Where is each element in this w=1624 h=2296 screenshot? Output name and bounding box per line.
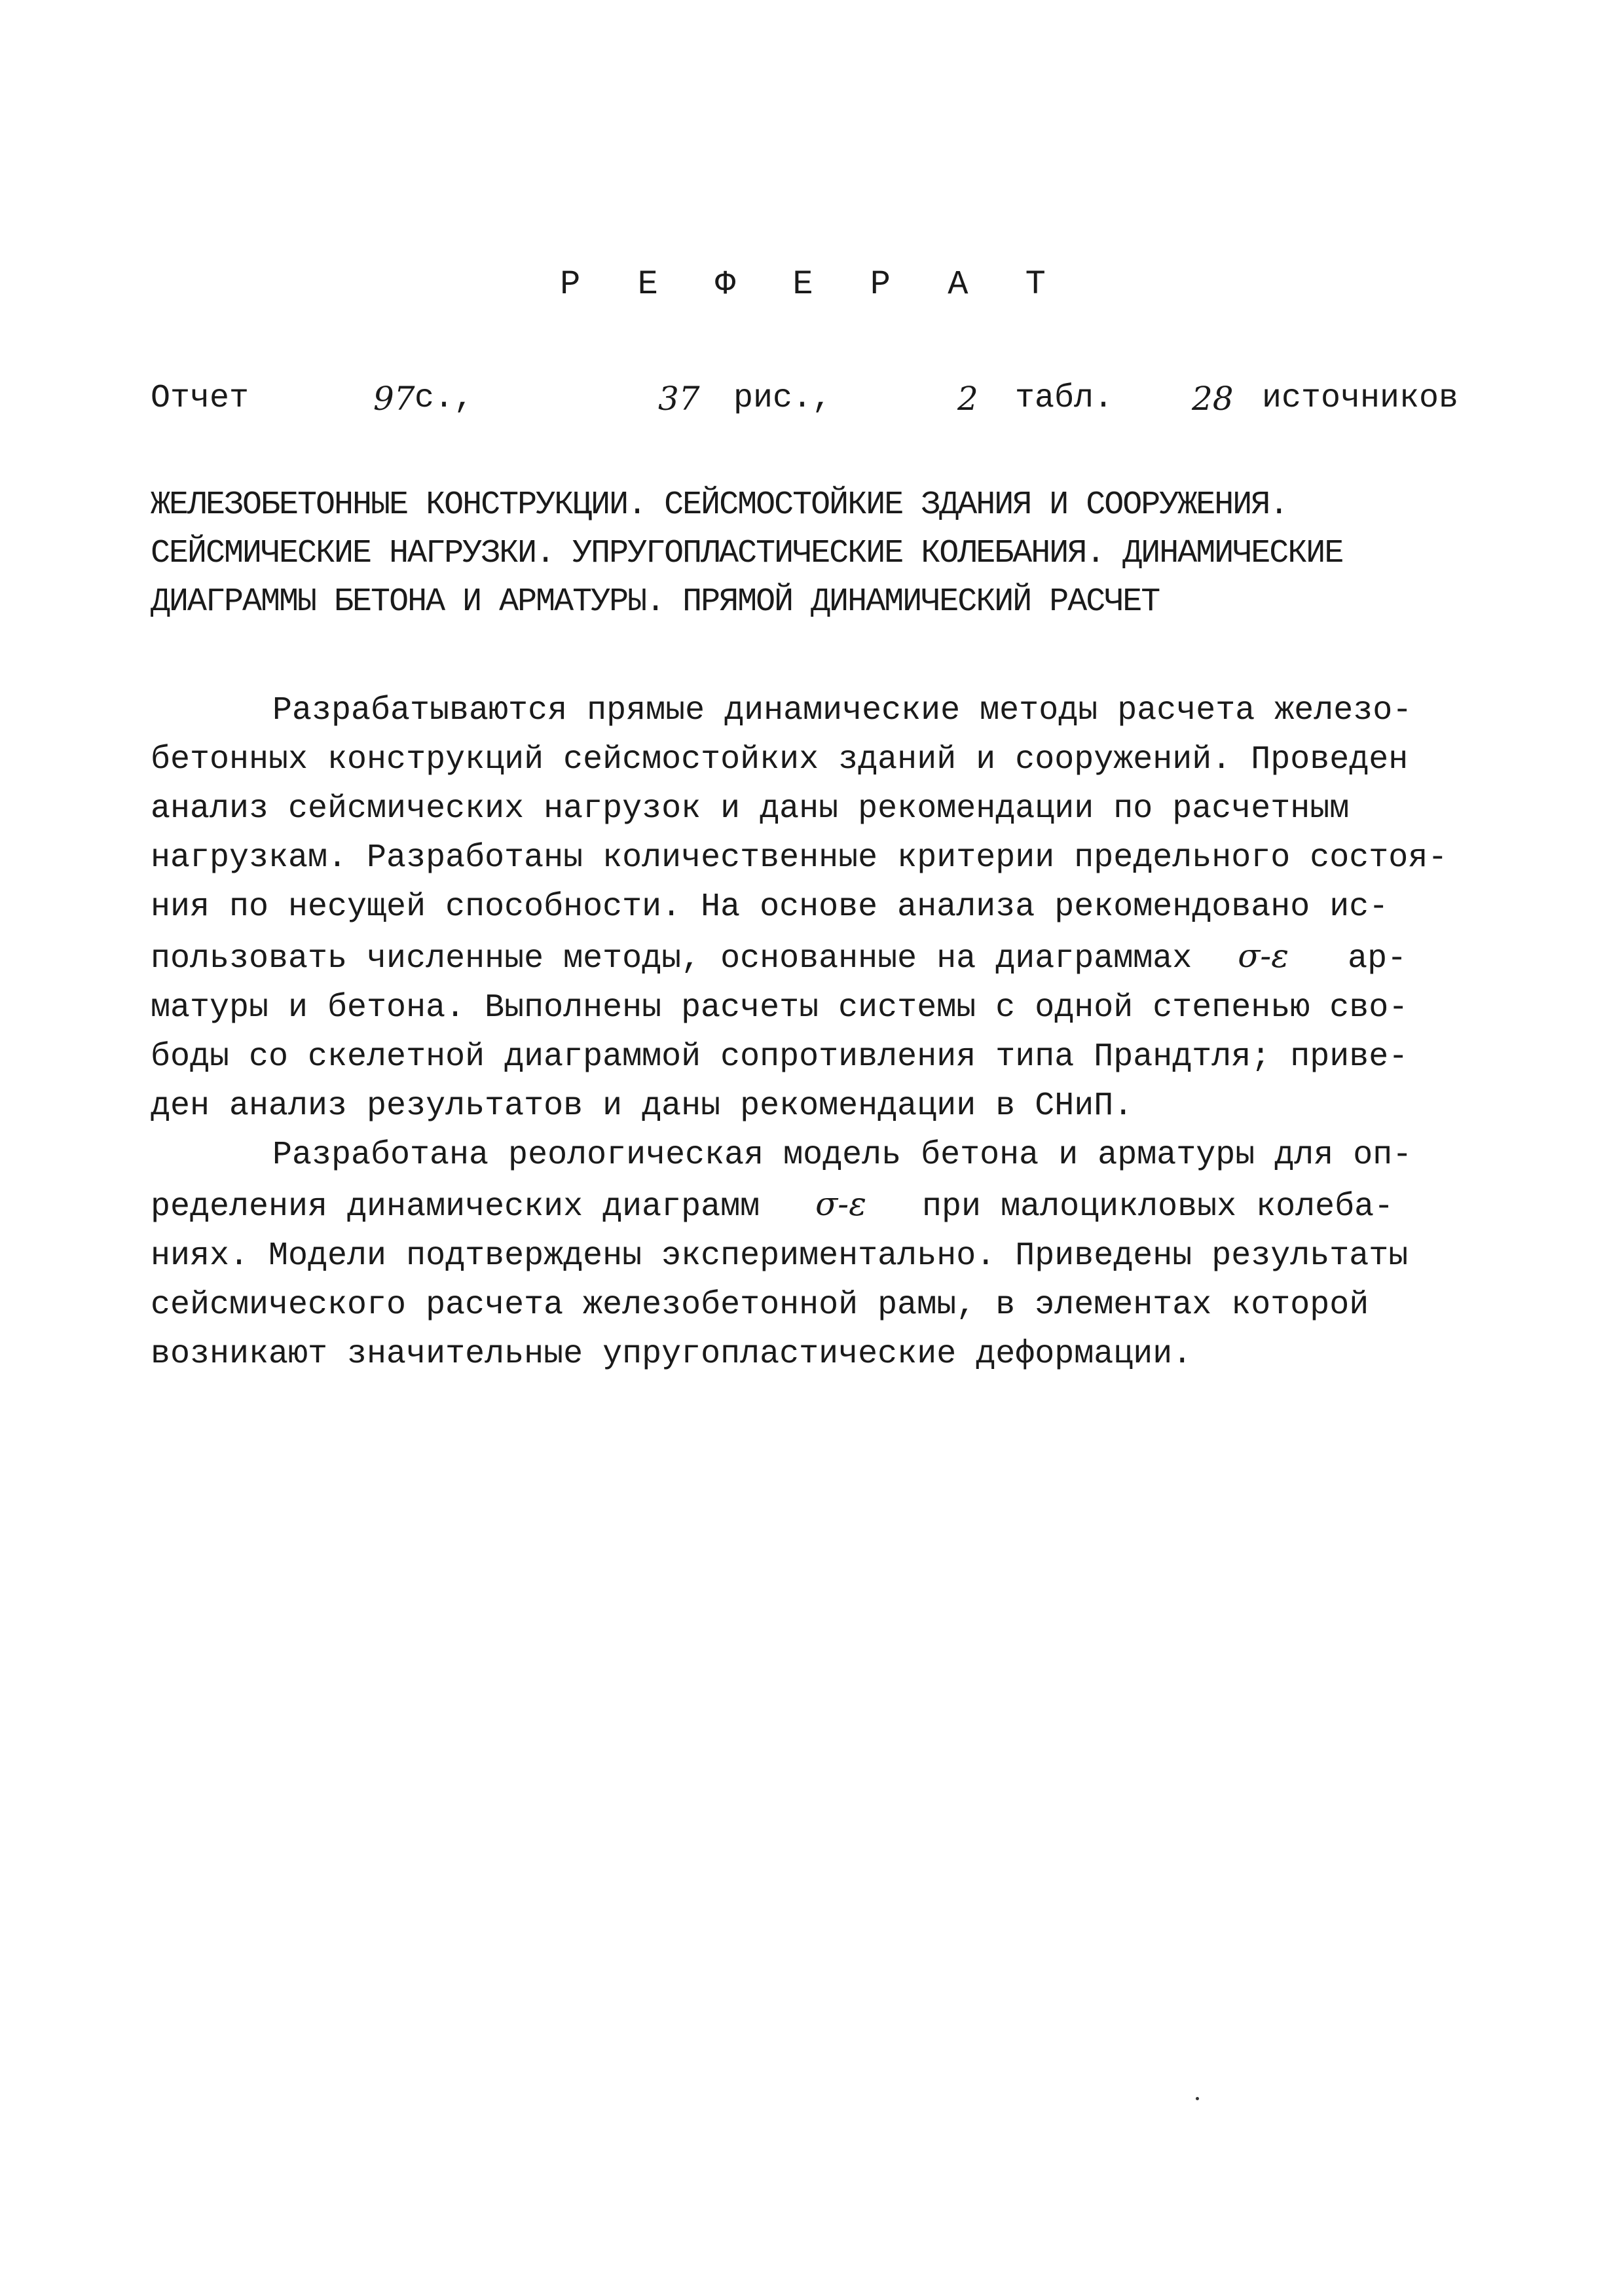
abstract-line: бетонных конструкций сейсмостойких зданий и сооружений. Проведен [151,741,1409,778]
keywords-block [151,481,1486,627]
abstract-line-part: при малоцикловых колеба- [922,1188,1394,1226]
abstract-line [151,932,1486,983]
keywords-line: ЖЕЛЕЗОБЕТОННЫЕ КОНСТРУКЦИИ. СЕЙСМОСТОЙКИЕ ЗДАНИЯ И СООРУЖЕНИЯ. [151,486,1288,524]
tables-count: 2 [957,380,978,418]
figures-unit: рис., [733,380,832,417]
abstract-line: ния по несущей способности. На основе анализа рекомендовано ис- [151,888,1389,926]
pages-unit: с., [415,380,474,417]
tables-unit: табл. [1015,380,1114,417]
abstract-text [151,686,1486,1379]
abstract-line: Разрабатываются прямые динамические методы расчета железо- [272,692,1412,729]
abstract-line-part: ар- [1348,940,1407,977]
scan-speck [1196,2097,1199,2100]
abstract-line: ниях. Модели подтверждены экспериментально. Приведены результаты [151,1237,1409,1275]
abstract-line: анализ сейсмических нагрузок и даны рекомендации по расчетным [151,790,1350,828]
sigma-epsilon-symbol: σ-ε [1238,937,1289,975]
report-stats [151,380,1473,426]
abstract-line: матуры и бетона. Выполнены расчеты системы с одной степенью сво- [151,989,1409,1027]
figures-count: 37 [658,380,700,418]
keywords-line: ДИАГРАММЫ БЕТОНА И АРМАТУРЫ. ПРЯМОЙ ДИНАМИЧЕСКИЙ РАСЧЕТ [151,583,1160,621]
abstract-line: Разработана реологическая модель бетона и арматуры для оп- [272,1137,1412,1174]
pages-count: 97 [373,380,415,418]
abstract-line-part: пользовать численные методы, основанные на диаграммах [151,940,1192,977]
sources-count: 28 [1192,380,1234,418]
report-label: Отчет [151,380,249,417]
abstract-line: ден анализ результатов и даны рекомендации в СНиП. [151,1087,1134,1125]
abstract-line [151,1180,1486,1231]
abstract-line: сейсмического расчета железобетонной рамы, в элементах которой [151,1286,1369,1324]
abstract-line: возникают значительные упругопластические деформации. [151,1336,1192,1373]
sources-unit: источников [1262,380,1459,417]
sigma-epsilon-symbol: σ-ε [815,1185,867,1223]
abstract-line-part: ределения динамических диаграмм [151,1188,760,1226]
abstract-line: боды со скелетной диаграммой сопротивления типа Прандтля; приве- [151,1038,1409,1076]
keywords-line: СЕЙСМИЧЕСКИЕ НАГРУЗКИ. УПРУГОПЛАСТИЧЕСКИЕ КОЛЕБАНИЯ. ДИНАМИЧЕСКИЕ [151,535,1343,572]
abstract-line: нагрузкам. Разработаны количественные критерии предельного состоя- [151,839,1448,877]
page-title: Р Е Ф Е Р А Т [560,265,1064,304]
